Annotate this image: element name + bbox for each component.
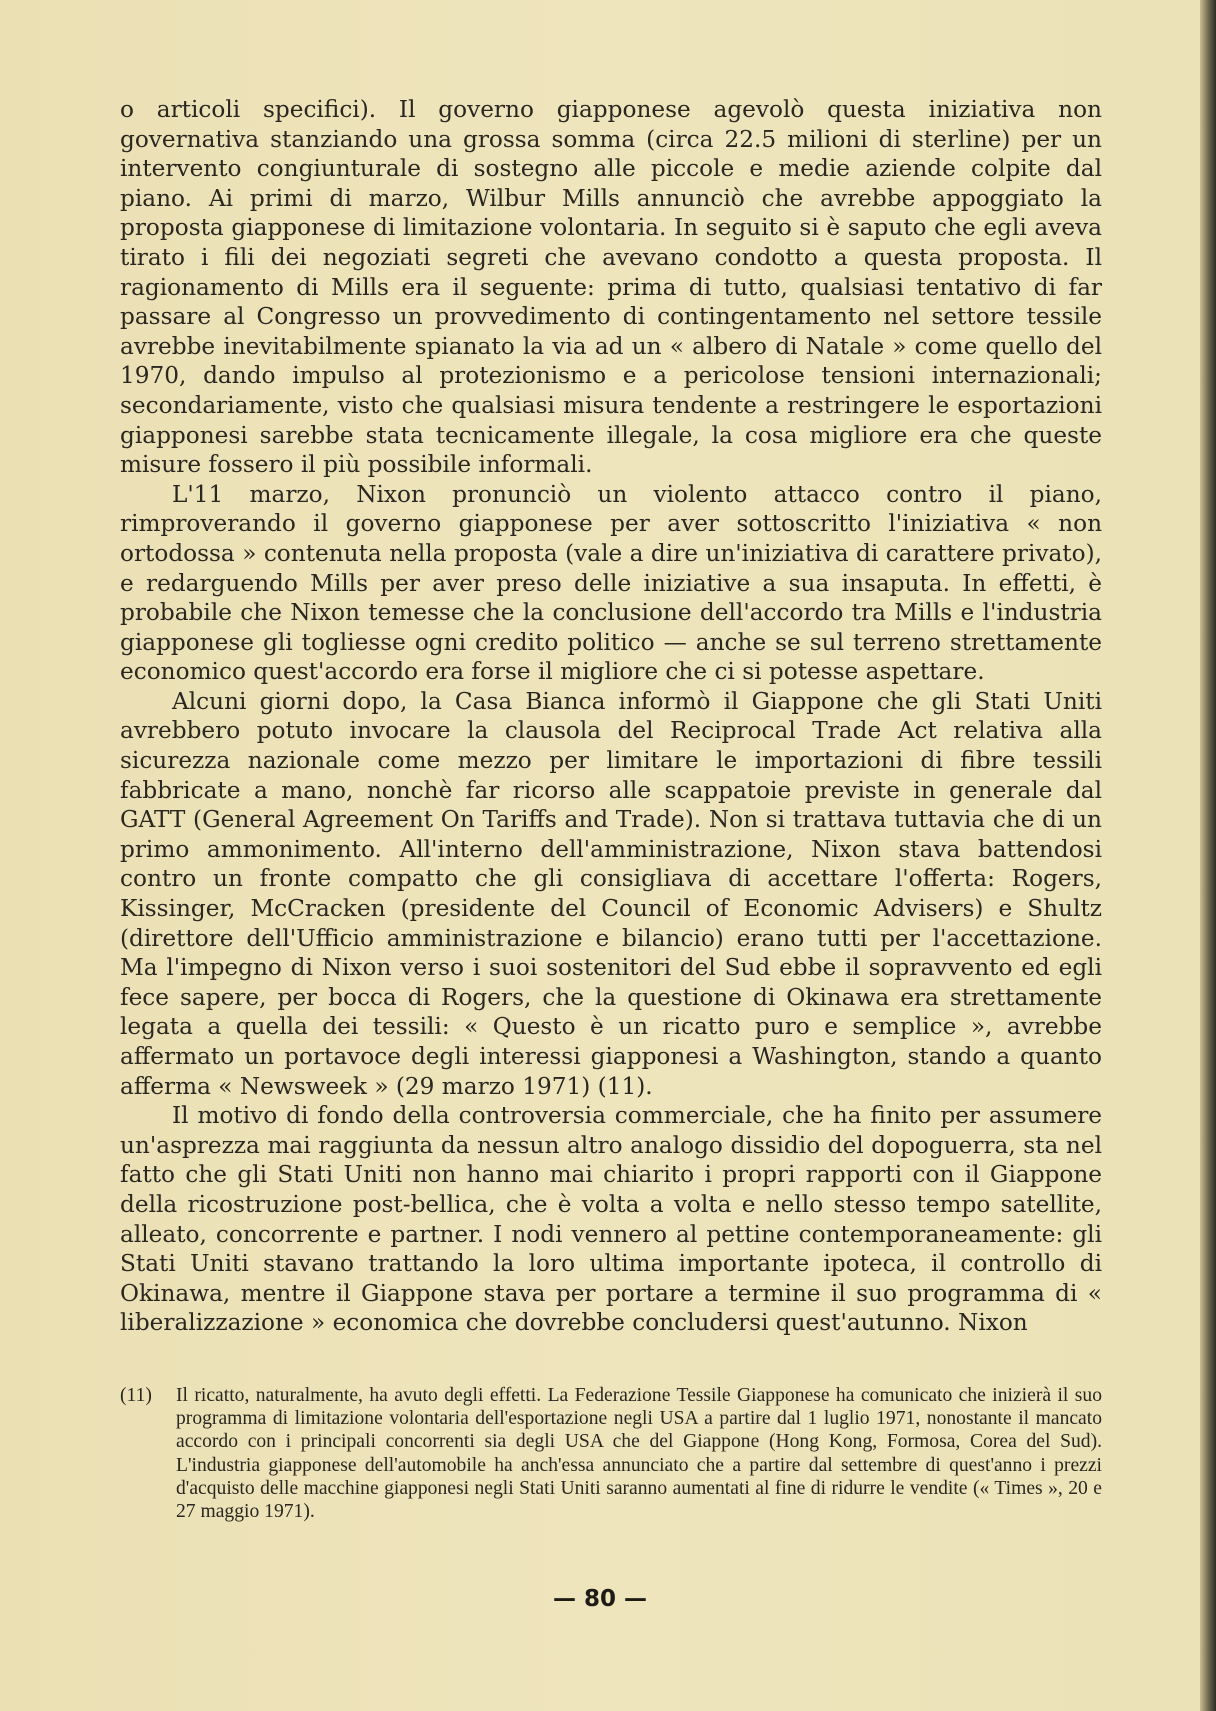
footnote-text: Il ricatto, naturalmente, ha avuto degli effetti. La Federazione Tessile Giapponese ha comunicato che inizierà il suo programma di limitazione volontaria dell'esportazione negli USA a partire dal 1 luglio 1971, nonostante il mancato accordo con i principali concorrenti sia degli USA che del Giappone (Hong Kong, Formosa, Corea del Sud). L'industria giapponese dell'automobile ha anch'essa annunciato che a partire dal settembre di quest'anno i prezzi d'acquisto delle macchine giapponesi negli Stati Uniti saranno aumentati al fine di ridurre le vendite (« Times », 20 e 27 maggio 1971). [176,1385,1102,1523]
main-text [120,95,1102,1338]
page-number: — 80 — [552,1586,648,1612]
paragraph: L'11 marzo, Nixon pronunciò un violento attacco contro il piano, rimproverando il governo giapponese per aver sottoscritto l'iniziativa « non ortodossa » contenuta nella proposta (vale a dire un'iniziativa di carattere privato), e redarguendo Mills per aver preso delle iniziative a sua insaputa. In effetti, è probabile che Nixon temesse che la conclusione dell'accordo tra Mills e l'industria giapponese gli togliesse ogni credito politico — anche se sul terreno strettamente economico quest'accordo era forse il migliore che ci si potesse aspettare. [120,480,1102,686]
footnote-marker: (11) [120,1385,152,1406]
paragraph-continued: o articoli specifici). Il governo giapponese agevolò questa iniziativa non governativa stanziando una grossa somma (circa 22.5 milioni di sterline) per un intervento congiunturale di sostegno alle piccole e medie aziende colpite dal piano. Ai primi di marzo, Wilbur Mills annunciò che avrebbe appoggiato la proposta giapponese di limitazione volontaria. In seguito si è saputo che egli aveva tirato i fili dei negoziati segreti che avevano condotto a questa proposta. Il ragionamento di Mills era il seguente: prima di tutto, qualsiasi tentativo di far passare al Congresso un provvedimento di contingentamento nel settore tessile avrebbe inevitabilmente spianato la via ad un « albero di Natale » come quello del 1970, dando impulso al protezionismo e a pericolose tensioni internazionali; secondariamente, visto che qualsiasi misura tendente a restringere le esportazioni giapponesi sarebbe stata tecnicamente illegale, la cosa migliore era che queste misure fossero il più possibile informali. [120,96,1102,479]
page-edge [1200,0,1216,1711]
paragraph: Alcuni giorni dopo, la Casa Bianca informò il Giappone che gli Stati Uniti avrebbero potuto invocare la clausola del Reciprocal Trade Act relativa alla sicurezza nazionale come mezzo per limitare le importazioni di fibre tessili fabbricate a mano, nonchè far ricorso alle scappatoie previste in generale dal GATT (General Agreement On Tariffs and Trade). Non si trattava tuttavia che di un primo ammonimento. All'interno dell'amministrazione, Nixon stava battendosi contro un fronte compatto che gli consigliava di accettare l'offerta: Rogers, Kissinger, McCracken (presidente del Council of Economic Advisers) e Shultz (direttore dell'Ufficio amministrazione e bilancio) erano tutti per l'accettazione. Ma l'impegno di Nixon verso i suoi sostenitori del Sud ebbe il sopravvento ed egli fece sapere, per bocca di Rogers, che la questione di Okinawa era strettamente legata a quella dei tessili: « Questo è un ricatto puro e semplice », avrebbe affermato un portavoce degli interessi giapponesi a Washington, stando a quanto afferma « Newsweek » (29 marzo 1971) (11). [120,687,1102,1100]
footnotes [120,1384,1102,1523]
footnote-11 [120,1384,1102,1523]
paragraph: Il motivo di fondo della controversia commerciale, che ha finito per assumere un'asprezza mai raggiunta da nessun altro analogo dissidio del dopoguerra, sta nel fatto che gli Stati Uniti non hanno mai chiarito i propri rapporti con il Giappone della ricostruzione post-bellica, che è volta a volta e nello stesso tempo satellite, alleato, concorrente e partner. I nodi vennero al pettine contemporaneamente: gli Stati Uniti stavano trattando la loro ultima importante ipoteca, il controllo di Okinawa, mentre il Giappone stava per portare a termine il suo programma di « liberalizzazione » economica che dovrebbe concludersi quest'autunno. Nixon [120,1102,1102,1337]
